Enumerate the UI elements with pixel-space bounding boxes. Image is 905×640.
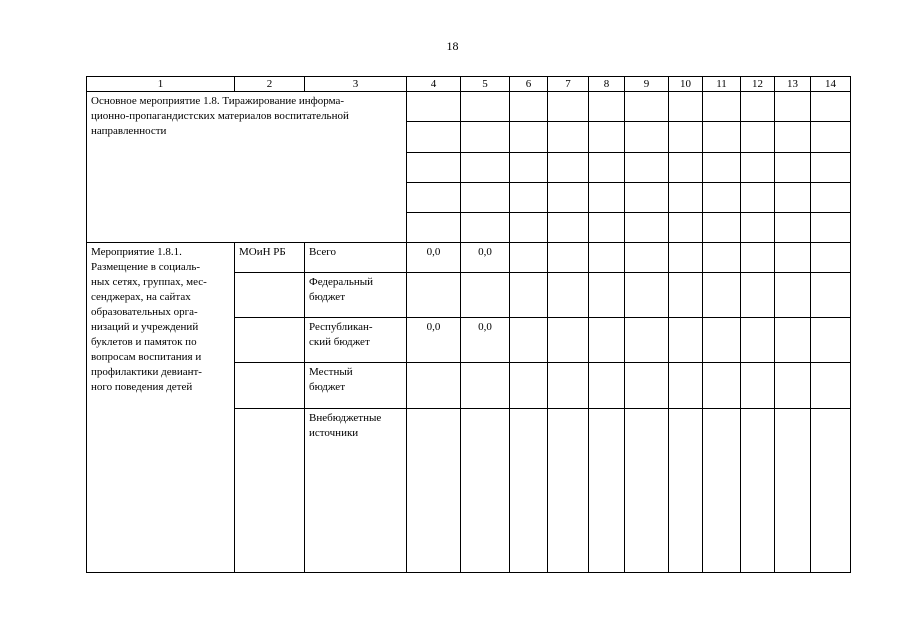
value-cell [407, 318, 461, 363]
value-cell [461, 408, 510, 572]
header-cell: 5 [461, 77, 510, 92]
header-cell: 6 [510, 77, 548, 92]
executor-cell [235, 318, 305, 363]
funding-source-label: Внебюджетные [309, 411, 382, 424]
budget-table [86, 76, 851, 573]
funding-source-cell [305, 408, 407, 572]
funding-source-label: бюджет [309, 291, 345, 304]
header-row [87, 77, 851, 92]
header-cell: 12 [741, 77, 775, 92]
value-col4 [407, 363, 460, 365]
sub-event-line: ных сетях, группах, мес- [91, 276, 207, 289]
executor-cell [235, 273, 305, 318]
funding-source-cell [305, 363, 407, 408]
main-event-line: Основное мероприятие 1.8. Тиражирование информа- [91, 95, 345, 108]
table-row [87, 92, 851, 122]
value-col4 [407, 409, 460, 411]
header-cell: 3 [305, 77, 407, 92]
page-number: 18 [446, 39, 459, 53]
value-col4: 0,0 [426, 246, 441, 259]
funding-source-label: бюджет [309, 381, 345, 394]
value-col5: 0,0 [478, 321, 492, 334]
value-cell [461, 243, 510, 273]
funding-source-cell [305, 273, 407, 318]
sub-event-line: вопросам воспитания и [91, 351, 202, 364]
executor-label: МОиН РБ [239, 246, 286, 259]
value-col5 [461, 363, 509, 365]
header-cell: 13 [775, 77, 811, 92]
value-cell [407, 363, 461, 408]
sub-event-line: Размещение в социаль- [91, 261, 201, 274]
value-cell [407, 408, 461, 572]
funding-source-label: Республикан- [309, 321, 373, 334]
value-col5 [461, 273, 509, 275]
executor-cell [235, 408, 305, 572]
value-cell [461, 318, 510, 363]
sub-event-line: ного поведения детей [91, 381, 193, 394]
header-cell: 7 [548, 77, 589, 92]
header-cell: 10 [669, 77, 703, 92]
header-cell: 8 [589, 77, 625, 92]
header-cell: 2 [235, 77, 305, 92]
header-cell: 14 [811, 77, 851, 92]
header-cell: 4 [407, 77, 461, 92]
sub-event-cell [87, 243, 235, 573]
main-event-line: направленности [91, 125, 167, 138]
header-cell: 11 [703, 77, 741, 92]
funding-source-label: источники [309, 426, 359, 439]
value-col4: 0,0 [426, 321, 441, 334]
sub-event-line: сенджерах, на сайтах [91, 291, 191, 304]
sub-event-line: низаций и учреждений [91, 321, 199, 334]
main-event-line: ционно-пропагандистских материалов воспитательной [91, 110, 349, 123]
value-col5: 0,0 [478, 246, 492, 259]
value-col5 [461, 409, 509, 411]
value-cell [407, 273, 461, 318]
funding-source-label: Местный [309, 366, 353, 379]
value-cell [407, 243, 461, 273]
sub-event-line: профилактики девиант- [91, 366, 202, 379]
table-row [87, 243, 851, 273]
executor-cell [235, 243, 305, 273]
sub-event-line: образовательных орга- [91, 306, 198, 319]
funding-source-label: Федеральный [309, 276, 374, 289]
header-cell: 9 [625, 77, 669, 92]
main-event-cell [87, 92, 407, 243]
funding-source-label: Всего [309, 246, 336, 259]
header-cell: 1 [87, 77, 235, 92]
funding-source-cell [305, 243, 407, 273]
sub-event-line: Мероприятие 1.8.1. [91, 246, 182, 259]
executor-cell [235, 363, 305, 408]
value-cell [461, 273, 510, 318]
funding-source-cell [305, 318, 407, 363]
value-col4 [407, 273, 460, 275]
value-cell [461, 363, 510, 408]
funding-source-label: ский бюджет [309, 336, 370, 349]
sub-event-line: буклетов и памяток по [91, 336, 197, 349]
